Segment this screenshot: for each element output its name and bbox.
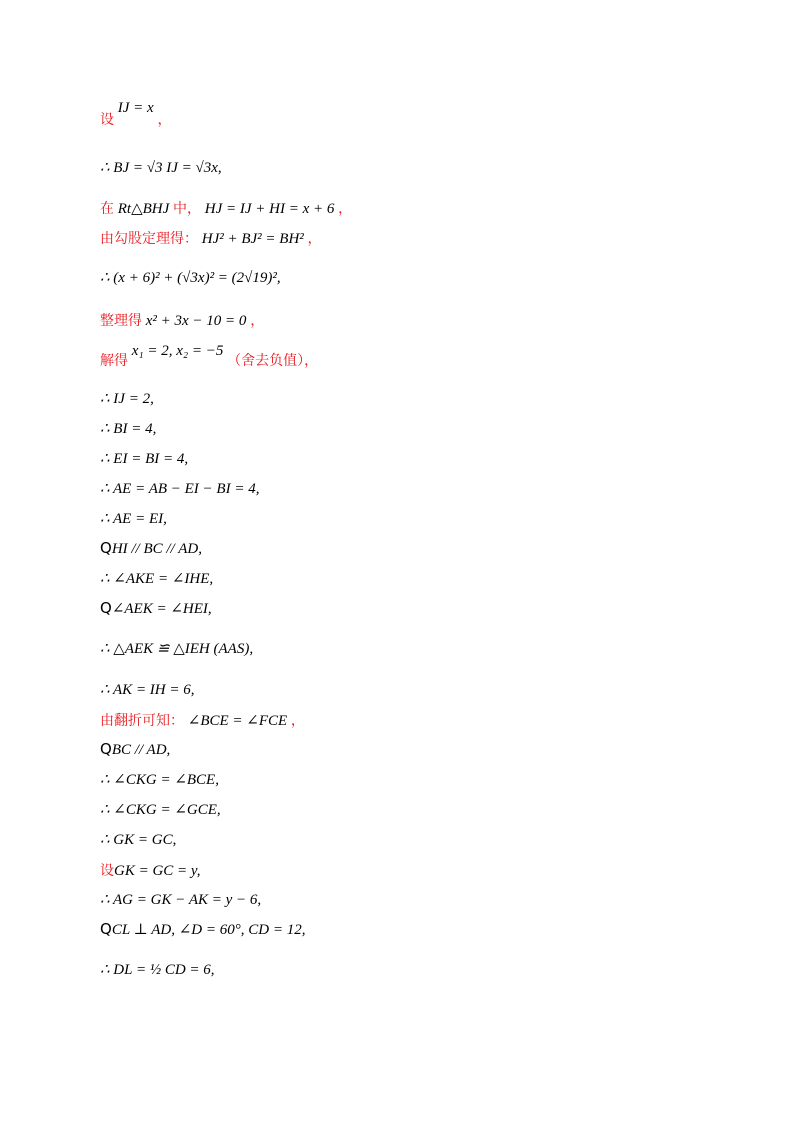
- math-expression: BC // AD,: [111, 742, 171, 758]
- math-expression: Rt△BHJ: [117, 201, 170, 217]
- line-suffix: ，: [250, 313, 265, 329]
- math-expression: ∴ AE = AB − EI − BI = 4,: [100, 481, 260, 497]
- line-4: [100, 228, 322, 248]
- line-prefix: 设: [100, 863, 114, 879]
- line-suffix: ，: [290, 713, 305, 729]
- line-11: [100, 479, 259, 498]
- line-23: [100, 860, 201, 880]
- because-symbol: Q: [100, 599, 112, 617]
- math-expression-2: HJ = IJ + HI = x + 6: [204, 201, 335, 217]
- math-expression: IJ = x: [117, 100, 154, 116]
- line-3: [100, 198, 352, 218]
- math-expression: HJ² + BJ² = BH²: [201, 231, 304, 247]
- math-expression: ∴ (x + 6)² + (√3x)² = (2√19)²,: [100, 270, 281, 286]
- line-6: [100, 310, 264, 330]
- line-prefix: 解得: [100, 353, 128, 369]
- line-22: [100, 830, 176, 849]
- math-expression: ∴ △AEK ≌ △IEH (AAS),: [100, 641, 254, 657]
- line-5: [100, 268, 281, 287]
- math-expression: CL ⊥ AD, ∠D = 60°, CD = 12,: [111, 922, 306, 938]
- math-expression: ∴ BI = 4,: [100, 421, 157, 437]
- line-15: [100, 599, 212, 618]
- line-25: [100, 920, 305, 939]
- line-prefix: 由勾股定理得：: [100, 231, 198, 247]
- line-20: [100, 770, 219, 789]
- line-1: [100, 97, 172, 128]
- math-expression: ∴ AG = GK − AK = y − 6,: [100, 892, 262, 908]
- math-expression: ∠BCE = ∠FCE: [187, 713, 288, 729]
- line-prefix: 设: [100, 112, 114, 128]
- math-expression: ∴ AK = IH = 6,: [100, 682, 195, 698]
- line-12: [100, 509, 167, 528]
- line-24: [100, 890, 261, 909]
- line-prefix: 在: [100, 201, 114, 217]
- line-14: [100, 569, 213, 588]
- because-symbol: Q: [100, 920, 112, 938]
- line-suffix: ，: [338, 201, 353, 217]
- line-13: [100, 539, 202, 558]
- line-26: [100, 960, 215, 979]
- math-expression: HI // BC // AD,: [111, 541, 202, 557]
- line-8: [100, 389, 154, 408]
- line-21: [100, 800, 221, 819]
- because-symbol: Q: [100, 740, 112, 758]
- math-expression: ∠AEK = ∠HEI,: [111, 601, 212, 617]
- line-7: [100, 340, 319, 369]
- math-expression: ∴ ∠CKG = ∠GCE,: [100, 802, 221, 818]
- line-16: [100, 639, 253, 658]
- math-expression: ∴ ∠CKG = ∠BCE,: [100, 772, 219, 788]
- because-symbol: Q: [100, 539, 112, 557]
- math-expression: ∴ DL = ½ CD = 6,: [100, 962, 215, 978]
- math-expression: ∴ GK = GC,: [100, 832, 177, 848]
- math-expression: ∴ BJ = √3 IJ = √3x,: [100, 160, 222, 176]
- line-suffix: ，: [307, 231, 322, 247]
- line-9: [100, 419, 156, 438]
- line-prefix: 整理得: [100, 313, 142, 329]
- math-expression: ∴ ∠AKE = ∠IHE,: [100, 571, 214, 587]
- math-expression: ∴ AE = EI,: [100, 511, 167, 527]
- line-prefix: 由翻折可知：: [100, 713, 184, 729]
- math-expression: GK = GC = y,: [114, 863, 201, 879]
- line-suffix: （舍去负值），: [227, 353, 319, 369]
- math-expression: x₁ = 2, x₂ = −5: [131, 343, 224, 359]
- line-middle: 中，: [173, 201, 202, 217]
- line-suffix: ，: [157, 112, 172, 128]
- line-2: [100, 158, 222, 177]
- math-expression: ∴ EI = BI = 4,: [100, 451, 189, 467]
- math-expression: x² + 3x − 10 = 0: [145, 313, 247, 329]
- line-18: [100, 710, 305, 730]
- math-expression: ∴ IJ = 2,: [100, 391, 154, 407]
- line-17: [100, 680, 195, 699]
- line-19: [100, 740, 170, 759]
- line-10: [100, 449, 188, 468]
